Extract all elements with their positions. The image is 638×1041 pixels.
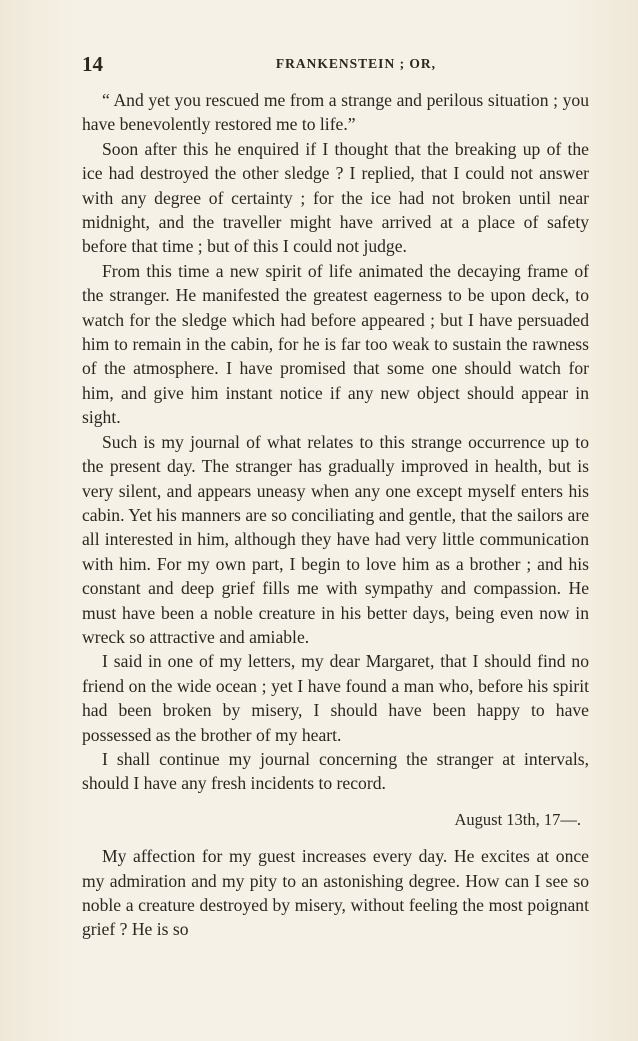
body-text	[82, 88, 589, 942]
paragraph-5: I said in one of my letters, my dear Margaret, that I should find no friend on the wide ocean ; yet I have found a man who, before his spirit had been broken by misery, I should have been happy to have possessed as the brother of my heart.	[82, 651, 589, 745]
paragraph-6: I shall continue my journal concerning the stranger at intervals, should I have any fresh incidents to record.	[82, 748, 589, 794]
page-number: 14	[82, 52, 103, 76]
paragraph-4: Such is my journal of what relates to this strange occurrence up to the present day. The stranger has gradually improved in health, but is very silent, and appears uneasy when any one except myself enters his cabin. Yet his manners are so conciliating and gentle, that the sailors are all interested in him, although they have had very little communication with him. For my own part, I begin to love him as a brother ; and his constant and deep grief fills me with sympathy and compassion. He must have been a noble creature in his better days, being even now in wreck so attractive and amiable.	[82, 431, 589, 647]
page-header	[82, 52, 590, 78]
running-head: FRANKENSTEIN ; OR,	[275, 56, 437, 71]
paragraph-3: From this time a new spirit of life animated the decaying frame of the stranger. He manifested the greatest eagerness to be upon deck, to watch for the sledge which had before appeared ; but I have persuaded him to remain in the cabin, for he is far too weak to sustain the rawness of the atmosphere. I have promised that some one should watch for him, and give him instant notice if any new object should appear in sight.	[82, 260, 589, 428]
paragraph-1: “ And yet you rescued me from a strange and perilous situation ; you have benevolently restored me to life.”	[82, 90, 589, 135]
closing-paragraph: My affection for my guest increases every day. He excites at once my admiration and my pity to an astonishing degree. How can I see so noble a creature destroyed by misery, without feeling the most poignant grief ? He is so	[82, 846, 589, 940]
paragraph-2: Soon after this he enquired if I thought that the breaking up of the ice had destroyed the other sledge ? I replied, that I could not answer with any degree of certainty ; for the ice had not broken until near midnight, and the traveller might have arrived at a place of safety before that time ; but of this I could not judge.	[82, 138, 589, 257]
dateline: August 13th, 17—.	[454, 809, 581, 829]
